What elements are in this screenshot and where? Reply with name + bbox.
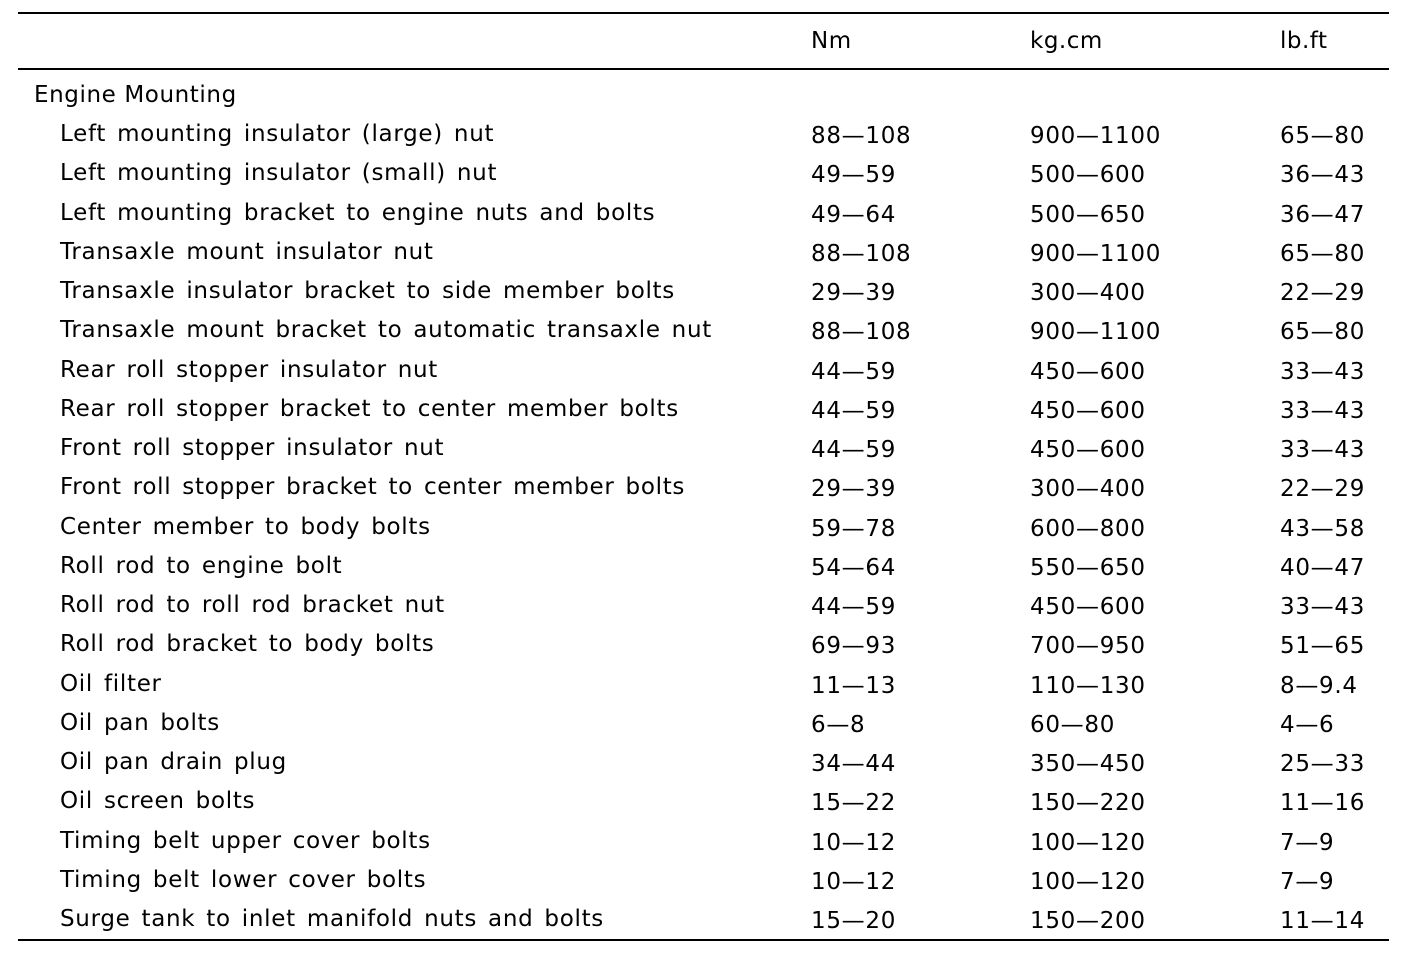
row-item-label: Left mounting insulator (small) nut [60,160,498,187]
row-item-label: Front roll stopper insulator nut [60,435,445,461]
row-value-nm: 34—44 [811,751,897,777]
row-item-label: Oil pan drain plug [60,749,287,775]
table-row [0,394,1408,433]
column-header-lbft: lb.ft [1280,28,1328,54]
row-value-nm: 10—12 [811,829,897,856]
row-value-kgcm: 700—950 [1030,633,1146,660]
row-value-nm: 15—20 [811,908,897,934]
table-header-row [0,28,1408,60]
row-value-kgcm: 500—600 [1030,162,1146,189]
row-value-lbft: 65—80 [1280,319,1366,346]
row-item-label: Transaxle mount insulator nut [60,238,434,265]
row-item-label: Rear roll stopper bracket to center member bolts [60,395,679,422]
row-value-lbft: 4—6 [1280,711,1335,738]
row-value-lbft: 22—29 [1280,280,1366,306]
row-value-nm: 44—59 [811,437,897,463]
row-value-kgcm: 150—220 [1030,790,1146,817]
row-value-nm: 44—59 [811,358,897,385]
row-value-lbft: 65—80 [1280,123,1366,149]
row-item-label: Center member to body bolts [60,513,431,540]
row-value-lbft: 43—58 [1280,515,1366,542]
row-value-lbft: 36—43 [1280,162,1366,189]
row-value-kgcm: 100—120 [1030,829,1146,856]
row-item-label: Surge tank to inlet manifold nuts and bolts [60,906,604,932]
table-row [0,865,1408,904]
row-item-label: Roll rod to roll rod bracket nut [60,592,445,618]
row-item-label: Roll rod to engine bolt [60,552,343,579]
row-value-nm: 15—22 [811,790,897,817]
row-value-nm: 88—108 [811,123,912,149]
table-row [0,590,1408,629]
row-value-kgcm: 450—600 [1030,358,1146,385]
row-item-label: Timing belt upper cover bolts [60,827,431,854]
row-item-label: Left mounting bracket to engine nuts and bolts [60,199,656,226]
row-value-kgcm: 450—600 [1030,397,1146,424]
table-row [0,158,1408,197]
row-value-kgcm: 900—1100 [1030,123,1162,149]
row-item-label: Transaxle mount bracket to automatic transaxle nut [60,317,712,344]
table-bottom-rule [18,939,1389,941]
section-title: Engine Mounting [34,82,237,108]
row-value-nm: 88—108 [811,319,912,346]
row-value-kgcm: 300—400 [1030,476,1146,503]
row-value-nm: 6—8 [811,711,866,738]
row-value-lbft: 22—29 [1280,476,1366,503]
row-value-lbft: 33—43 [1280,358,1366,385]
row-value-lbft: 25—33 [1280,751,1366,777]
row-item-label: Roll rod bracket to body bolts [60,631,435,658]
row-value-lbft: 33—43 [1280,397,1366,424]
row-value-lbft: 65—80 [1280,240,1366,267]
row-item-label: Front roll stopper bracket to center member bolts [60,474,686,501]
table-row [0,904,1408,943]
row-item-label: Transaxle insulator bracket to side member bolts [60,278,675,304]
row-item-label: Timing belt lower cover bolts [60,866,427,893]
row-value-nm: 10—12 [811,868,897,895]
table-row [0,198,1408,237]
row-item-label: Left mounting insulator (large) nut [60,121,495,147]
table-row [0,512,1408,551]
row-value-kgcm: 110—130 [1030,672,1146,699]
table-row [0,472,1408,511]
table-body [0,119,1408,943]
row-value-lbft: 36—47 [1280,201,1366,228]
table-row [0,708,1408,747]
column-header-nm: Nm [811,28,852,54]
row-value-lbft: 51—65 [1280,633,1366,660]
row-value-lbft: 33—43 [1280,437,1366,463]
row-item-label: Oil pan bolts [60,709,220,736]
row-value-kgcm: 900—1100 [1030,319,1162,346]
row-value-nm: 49—59 [811,162,897,189]
row-value-kgcm: 500—650 [1030,201,1146,228]
row-value-nm: 88—108 [811,240,912,267]
table-header-rule [18,68,1389,70]
row-value-nm: 29—39 [811,280,897,306]
row-value-kgcm: 600—800 [1030,515,1146,542]
row-value-lbft: 7—9 [1280,868,1335,895]
table-row [0,786,1408,825]
table-row [0,826,1408,865]
row-item-label: Oil filter [60,670,162,697]
row-value-nm: 44—59 [811,594,897,620]
table-row [0,276,1408,315]
row-value-nm: 49—64 [811,201,897,228]
row-value-kgcm: 300—400 [1030,280,1146,306]
row-value-nm: 44—59 [811,397,897,424]
row-value-nm: 29—39 [811,476,897,503]
row-value-kgcm: 450—600 [1030,437,1146,463]
table-row [0,747,1408,786]
row-item-label: Oil screen bolts [60,788,256,815]
row-value-nm: 69—93 [811,633,897,660]
row-value-nm: 59—78 [811,515,897,542]
table-row [0,551,1408,590]
row-value-nm: 54—64 [811,554,897,581]
row-value-lbft: 40—47 [1280,554,1366,581]
row-value-kgcm: 350—450 [1030,751,1146,777]
row-value-kgcm: 100—120 [1030,868,1146,895]
row-value-lbft: 33—43 [1280,594,1366,620]
table-row [0,629,1408,668]
table-row [0,433,1408,472]
column-header-kgcm: kg.cm [1030,28,1103,54]
table-top-rule [18,12,1389,14]
table-row [0,119,1408,158]
row-value-kgcm: 150—200 [1030,908,1146,934]
table-row [0,315,1408,354]
row-value-lbft: 11—16 [1280,790,1366,817]
table-row [0,355,1408,394]
row-value-kgcm: 60—80 [1030,711,1116,738]
table-row [0,669,1408,708]
row-value-nm: 11—13 [811,672,897,699]
table-row [0,237,1408,276]
row-value-kgcm: 450—600 [1030,594,1146,620]
row-value-lbft: 11—14 [1280,908,1366,934]
row-value-kgcm: 550—650 [1030,554,1146,581]
row-value-kgcm: 900—1100 [1030,240,1162,267]
row-value-lbft: 8—9.4 [1280,672,1358,699]
row-item-label: Rear roll stopper insulator nut [60,356,439,383]
row-value-lbft: 7—9 [1280,829,1335,856]
